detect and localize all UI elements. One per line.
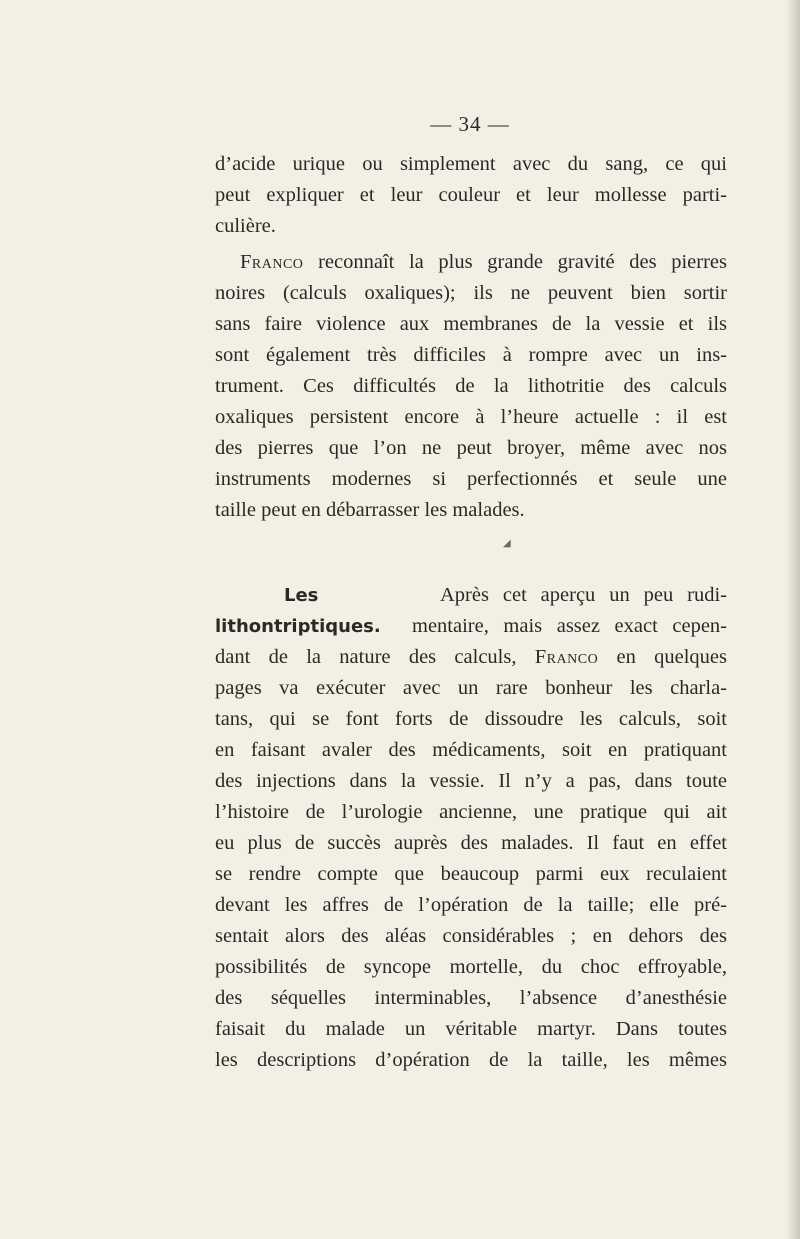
text-fragment: reconnaît la plus grande gravité des pierres	[303, 251, 727, 273]
text-line: les descriptions d’opération de la taille, les mêmes	[215, 1049, 727, 1071]
text-line: taille peut en débarrasser les malades.	[215, 499, 525, 521]
text-line: oxaliques persistent encore à l’heure actuelle : il est	[215, 406, 727, 428]
text-line: sont également très difficiles à rompre avec un ins-	[215, 344, 727, 366]
author-name: Franco	[534, 646, 599, 668]
text-line: trument. Ces difficultés de la lithotritie des calculs	[215, 375, 727, 397]
side-title-line-1: Les	[284, 585, 319, 606]
text-line	[215, 247, 727, 278]
text-line: instruments modernes si perfectionnés et seule une	[215, 468, 727, 490]
author-name: Franco	[240, 251, 304, 273]
text-line: sentait alors des aléas considérables ; en dehors des	[215, 925, 727, 947]
text-fragment: dant de la nature des calculs,	[215, 646, 535, 668]
paragraph-2	[215, 247, 727, 526]
page-edge-shadow	[786, 0, 800, 1239]
paragraph-3	[215, 642, 727, 1076]
text-line: culière.	[215, 215, 276, 237]
text-line: peut expliquer et leur couleur et leur mollesse parti-	[215, 184, 727, 206]
text-line: possibilités de syncope mortelle, du choc effroyable,	[215, 956, 727, 978]
text-line: en faisant avaler des médicaments, soit en pratiquant	[215, 739, 727, 761]
text-line: des injections dans la vessie. Il n’y a pas, dans toute	[215, 770, 727, 792]
page-number: — 34 —	[430, 112, 510, 136]
side-title-line-2: lithontriptiques.	[215, 616, 381, 637]
text-line: sans faire violence aux membranes de la vessie et ils	[215, 313, 727, 335]
text-line: l’histoire de l’urologie ancienne, une pratique qui ait	[215, 801, 727, 823]
text-line: faisait du malade un véritable martyr. Dans toutes	[215, 1018, 727, 1040]
ink-mark: ◢	[503, 538, 511, 549]
text-line: tans, qui se font forts de dissoudre les calculs, soit	[215, 708, 727, 730]
paragraph-1	[215, 149, 727, 242]
text-line: se rendre compte que beaucoup parmi eux reculaient	[215, 863, 727, 885]
text-line	[215, 642, 727, 673]
text-line: pages va exécuter avec un rare bonheur les charla-	[215, 677, 727, 699]
text-line: des séquelles interminables, l’absence d’anesthésie	[215, 987, 727, 1009]
text-line: Après cet aperçu un peu rudi-	[440, 584, 727, 606]
text-line: mentaire, mais assez exact cepen-	[412, 615, 727, 637]
text-line: devant les affres de l’opération de la taille; elle pré-	[215, 894, 727, 916]
text-line: noires (calculs oxaliques); ils ne peuvent bien sortir	[215, 282, 727, 304]
text-line: des pierres que l’on ne peut broyer, même avec nos	[215, 437, 727, 459]
text-fragment: en quelques	[598, 646, 727, 668]
text-line: d’acide urique ou simplement avec du sang, ce qui	[215, 153, 727, 175]
text-line: eu plus de succès auprès des malades. Il faut en effet	[215, 832, 727, 854]
